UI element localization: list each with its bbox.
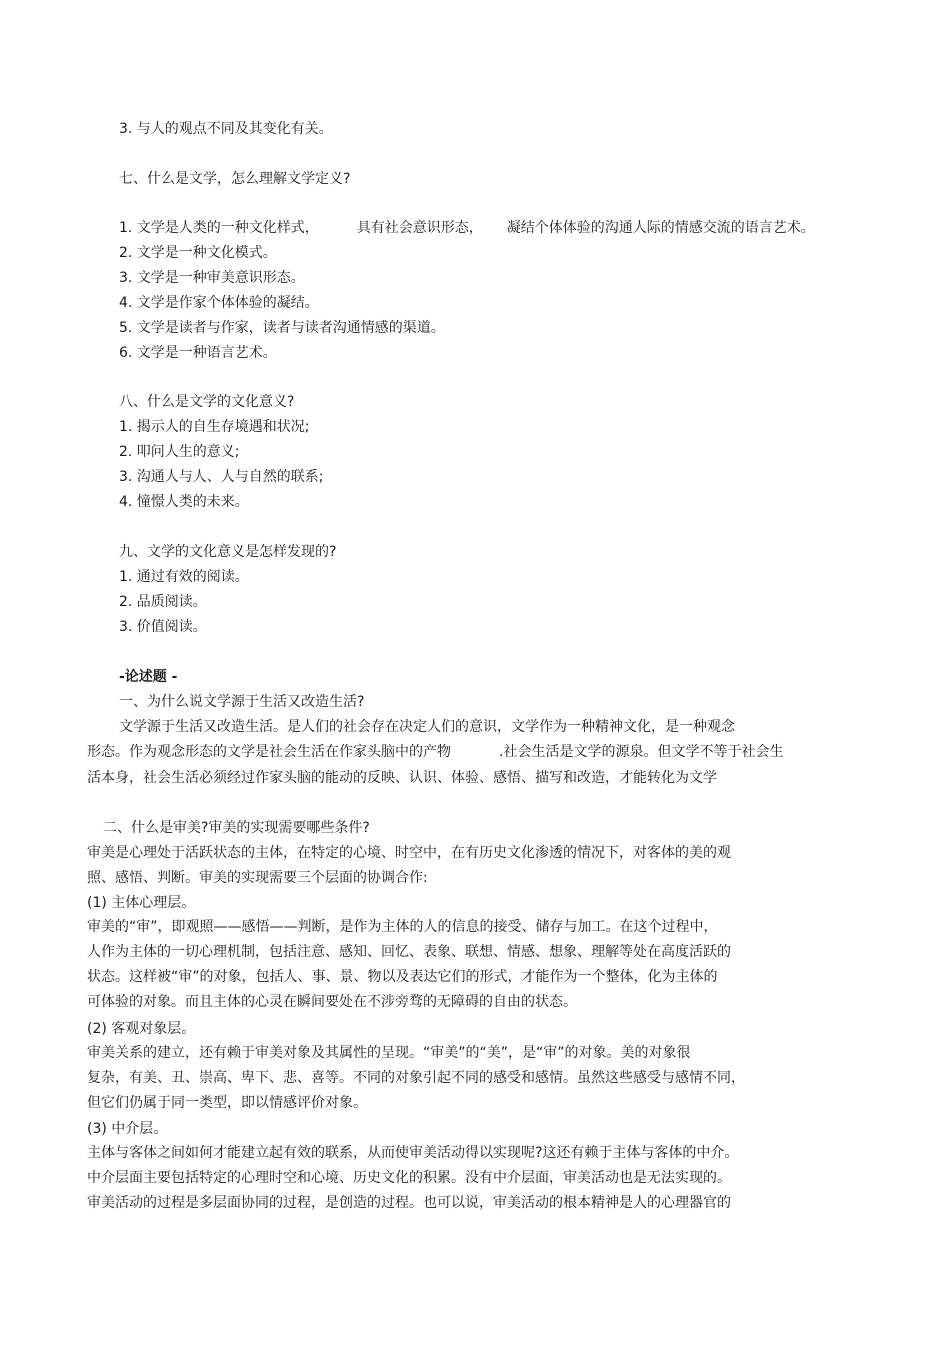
essay-q2-intro-line-1: 审美是心理处于活跃状态的主体，在特定的心境、时空中，在有历史文化渗透的情况下，对客体的美的观 — [87, 845, 731, 861]
essay-q1-line-1: 文学源于生活又改造生活。是人们的社会存在决定人们的意识，文学作为一种精神文化，是一种观念 — [119, 719, 735, 735]
essay-heading: -论述题 - — [119, 669, 178, 685]
section9-item-3: 3. 价值阅读。 — [119, 619, 207, 635]
section7-item-1 — [119, 219, 815, 237]
essay-q2-title: 二、什么是审美?审美的实现需要哪些条件? — [103, 820, 370, 836]
section8-item-1: 1. 揭示人的自生存境遇和状况; — [119, 419, 310, 435]
section7-title: 七、什么是文学，怎么理解文学定义? — [119, 171, 351, 187]
layer1-title: (1) 主体心理层。 — [87, 895, 196, 911]
section8-title: 八、什么是文学的文化意义? — [119, 394, 295, 410]
section8-item-2: 2. 叩问人生的意义; — [119, 444, 240, 460]
essay-q1-line-2-part-a: 形态。作为观念形态的文学是社会生活在作家头脑中的产物 — [87, 744, 451, 760]
essay-q2-intro-line-2: 照、感悟、判断。审美的实现需要三个层面的协调合作: — [87, 870, 428, 886]
layer3-line-2: 中介层面主要包括特定的心理时空和心境、历史文化的积累。没有中介层面，审美活动也是无法实现的。 — [87, 1170, 731, 1186]
layer1-line-2: 人作为主体的一切心理机制，包括注意、感知、回忆、表象、联想、情感、想象、理解等处在高度活跃的 — [87, 944, 731, 960]
section7-item-6: 6. 文学是一种语言艺术。 — [119, 345, 277, 361]
essay-q1-line-2-part-b: .社会生活是文学的源泉。但文学不等于社会生 — [499, 744, 784, 760]
section7-item-1-part-a: 1. 文学是人类的一种文化样式， — [119, 220, 319, 236]
section7-item-4: 4. 文学是作家个体体验的凝结。 — [119, 295, 319, 311]
layer2-line-1: 审美关系的建立，还有赖于审美对象及其属性的呈现。“审美”的“美”，是“审”的对象。美的对象很 — [87, 1045, 691, 1061]
section7-item-1-part-c: 凝结个体体验的沟通人际的情感交流的语言艺术。 — [506, 220, 815, 236]
layer3-title: (3) 中介层。 — [87, 1121, 168, 1137]
essay-q1-line-3: 活本身，社会生活必须经过作家头脑的能动的反映、认识、体验、感悟、描写和改造，才能转化为文学 — [87, 770, 717, 786]
layer1-line-3: 状态。这样被“审”的对象，包括人、事、景、物以及表达它们的形式，才能作为一个整体，化为主体的 — [87, 969, 718, 985]
layer1-line-4: 可体验的对象。而且主体的心灵在瞬间要处在不涉旁骛的无障碍的自由的状态。 — [87, 994, 577, 1010]
essay-q1-title: 一、为什么说文学源于生活又改造生活? — [119, 694, 365, 710]
essay-q1-line-2 — [87, 743, 783, 761]
section7-item-3: 3. 文学是一种审美意识形态。 — [119, 270, 305, 286]
layer3-line-3: 审美活动的过程是多层面协同的过程，是创造的过程。也可以说，审美活动的根本精神是人的心理器官的 — [87, 1195, 731, 1211]
layer2-line-2: 复杂，有美、丑、崇高、卑下、悲、喜等。不同的对象引起不同的感受和感情。虽然这些感受与感情不同， — [87, 1070, 745, 1086]
section6-item-3: 3. 与人的观点不同及其变化有关。 — [119, 121, 333, 137]
section7-item-2: 2. 文学是一种文化模式。 — [119, 245, 277, 261]
layer3-line-1: 主体与客体之间如何才能建立起有效的联系，从而使审美活动得以实现呢?这还有赖于主体与客体的中介。 — [87, 1145, 739, 1161]
section9-title: 九、文学的文化意义是怎样发现的? — [119, 544, 337, 560]
section7-item-1-part-b: 具有社会意识形态， — [356, 220, 483, 236]
layer2-title: (2) 客观对象层。 — [87, 1021, 196, 1037]
section9-item-2: 2. 品质阅读。 — [119, 594, 207, 610]
section8-item-4: 4. 憧憬人类的未来。 — [119, 494, 249, 510]
section9-item-1: 1. 通过有效的阅读。 — [119, 569, 249, 585]
layer1-line-1: 审美的“审”，即观照——感悟——判断，是作为主体的人的信息的接受、储存与加工。在这个过程中， — [87, 919, 718, 935]
section7-item-5: 5. 文学是读者与作家，读者与读者沟通情感的渠道。 — [119, 320, 445, 336]
layer2-line-3: 但它们仍属于同一类型，即以情感评价对象。 — [87, 1095, 367, 1111]
section8-item-3: 3. 沟通人与人、人与自然的联系; — [119, 469, 324, 485]
